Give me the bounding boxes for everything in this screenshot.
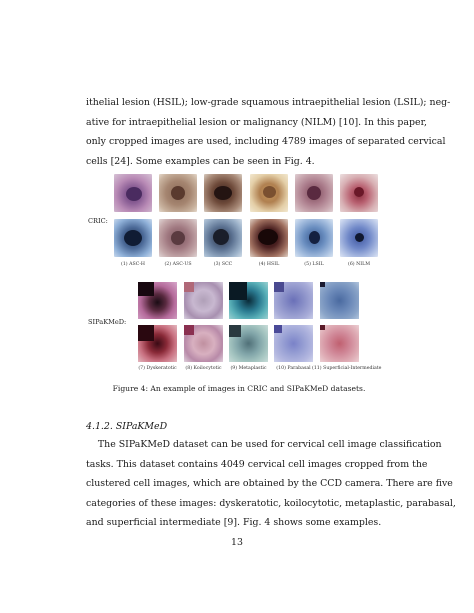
sipakmed-caption: (8) Koilocytotic: [185, 366, 222, 371]
cric-image: [204, 219, 242, 257]
cric-image: [340, 174, 378, 212]
sipakmed-caption: (11) Superficial-Intermediate: [312, 366, 382, 371]
sipakmed-image: [184, 282, 223, 319]
cric-image: [250, 174, 288, 212]
cric-caption: (1) ASC-H: [121, 262, 145, 267]
sipakmed-image: [320, 325, 359, 362]
page-number: 13: [231, 537, 243, 548]
cric-image: [204, 174, 242, 212]
figure-caption: Figure 4: An example of images in CRIC and SIPaKMeD datasets.: [112, 384, 366, 393]
cric-image: [159, 219, 197, 257]
sipakmed-image: [274, 325, 313, 362]
figure-4: [86, 170, 392, 396]
text-line: categories of these images: dyskeratotic, koilocytotic, metaplastic, parabasal,: [86, 497, 456, 509]
cric-caption: (6) NILM: [348, 262, 370, 267]
cric-image: [159, 174, 197, 212]
cric-caption: (3) SCC: [213, 262, 233, 267]
text-line: tasks. This dataset contains 4049 cervical cell images cropped from the: [86, 458, 428, 470]
cric-caption: (4) HSIL: [258, 262, 280, 267]
cric-label: CRIC:: [88, 217, 108, 225]
sipakmed-image: [138, 325, 177, 362]
paragraph-bottom: [86, 435, 456, 533]
section-heading: 4.1.2. SIPaKMeD: [86, 421, 168, 432]
sipakmed-image: [138, 282, 177, 319]
text-line: clustered cell images, which are obtained by the CCD camera. There are five: [86, 478, 453, 490]
text-line: ithelial lesion (HSIL); low-grade squamous intraepithelial lesion (LSIL); neg-: [86, 97, 451, 108]
cric-caption: (5) LSIL: [304, 262, 324, 267]
sipakmed-image: [229, 325, 268, 362]
cric-image: [114, 219, 152, 257]
text-line: cells [24]. Some examples can be seen in Fig. 4.: [86, 155, 315, 167]
cric-image: [340, 219, 378, 257]
sipakmed-caption: (9) Metaplastic: [230, 366, 267, 371]
paragraph-top: [86, 93, 451, 171]
text-line: ative for intraepithelial lesion or malignancy (NILM) [10]. In this paper,: [86, 116, 428, 128]
text-line: only cropped images are used, including 4789 images of separated cervical: [86, 136, 446, 148]
cric-image: [114, 174, 152, 212]
cric-image: [295, 219, 333, 257]
cric-image: [295, 174, 333, 212]
sipakmed-label: SIPaKMeD:: [88, 318, 127, 326]
sipakmed-image: [320, 282, 359, 319]
sipakmed-image: [184, 325, 223, 362]
sipakmed-caption: (7) Dyskeratotic: [138, 366, 177, 371]
cric-caption: (2) ASC-US: [164, 262, 192, 267]
text-line: The SIPaKMeD dataset can be used for cervical cell image classification: [86, 439, 442, 450]
cric-image: [250, 219, 288, 257]
text-line: and superficial intermediate [9]. Fig. 4 shows some examples.: [86, 517, 382, 529]
sipakmed-caption: (10) Parabasal: [276, 366, 311, 371]
sipakmed-image: [274, 282, 313, 319]
sipakmed-image: [229, 282, 268, 319]
